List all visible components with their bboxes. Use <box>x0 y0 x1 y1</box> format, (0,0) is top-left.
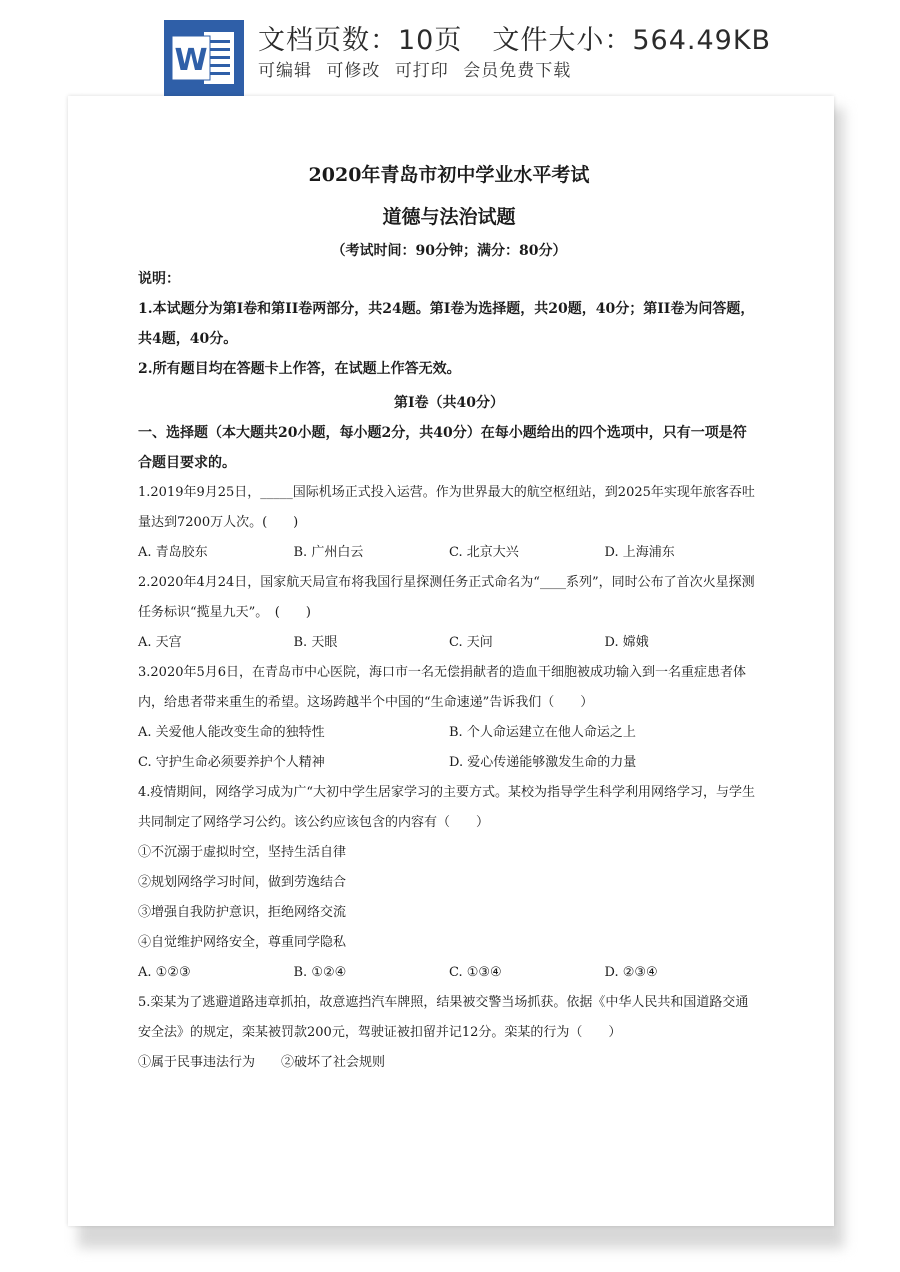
question-4-stem: 4.疫情期间，网络学习成为广“大初中学生居家学习的主要方式。某校为指导学生科学利用网络学习，与学生共同制定了网络学习公约。该公约应该包含的内容有（ ） <box>138 785 756 830</box>
option-a: A. 青岛胶东 <box>138 545 208 560</box>
document-stats <box>258 18 771 57</box>
option-d: D. 爱心传递能够激发生命的力量 <box>449 755 637 770</box>
file-size: 文件大小：564.49KB <box>492 25 772 56</box>
part-heading: 一、选择题（本大题共20小题，每小题2分，共40分）在每小题给出的四个选项中，只有一项是符合题目要求的。 <box>138 425 747 471</box>
exam-info: （考试时间：90分钟；满分：80分） <box>331 243 567 259</box>
question-3-stem: 3.2020年5月6日，在青岛市中心医院，海口市一名无偿捐献者的造血干细胞被成功输入到一名重症患者体内，给患者带来重生的希望。这场跨越半个中国的“生命速递”告诉我们（ ） <box>138 665 747 710</box>
option-c: C. ①③④ <box>449 965 502 980</box>
question-2-stem: 2.2020年4月24日，国家航天局宣布将我国行星探测任务正式命名为“____系列”，同时公布了首次火星探测任务标识“揽星九天”。 ( ) <box>138 575 755 620</box>
question-4-item-1: ①不沉溺于虚拟时空，坚持生活自律 <box>138 845 347 860</box>
section-title: 第Ⅰ卷（共40分） <box>393 395 505 411</box>
feature-editable: 可编辑 <box>258 61 312 81</box>
word-document-icon <box>164 20 244 96</box>
page-count: 文档页数：10页 <box>258 25 463 56</box>
document-body <box>138 160 760 1078</box>
feature-member-download: 会员免费下载 <box>463 61 572 81</box>
feature-modifiable: 可修改 <box>326 61 381 81</box>
question-4-item-4: ④自觉维护网络安全，尊重同学隐私 <box>138 935 347 950</box>
question-3-options-row2 <box>138 748 760 778</box>
question-1-stem: 1.2019年9月25日，_____国际机场正式投入运营。作为世界最大的航空枢纽站，到2025年实现年旅客吞吐量达到7200万人次。( ) <box>138 485 755 530</box>
question-5-stem: 5.栾某为了逃避道路违章抓拍，故意遮挡汽车牌照，结果被交警当场抓获。依据《中华人民共和国道路交通安全法》的规定，栾某被罚款200元，驾驶证被扣留并记12分。栾某的行为（ ） <box>138 995 749 1040</box>
option-c: C. 天问 <box>449 635 493 650</box>
svg-text:W: W <box>174 43 208 78</box>
feature-printable: 可打印 <box>394 61 449 81</box>
question-4-item-2: ②规划网络学习时间，做到劳逸结合 <box>138 875 347 890</box>
exam-title: 2020年青岛市初中学业水平考试 <box>308 164 590 186</box>
note-2: 2.所有题目均在答题卡上作答，在试题上作答无效。 <box>138 361 461 377</box>
question-3-options-row1 <box>138 718 760 748</box>
option-b: B. ①②④ <box>293 965 347 980</box>
exam-subject: 道德与法治试题 <box>382 206 516 228</box>
question-5-items: ①属于民事违法行为 ②破坏了社会规则 <box>138 1055 386 1070</box>
document-info-header <box>0 0 900 96</box>
note-1: 1.本试题分为第Ⅰ卷和第II卷两部分，共24题。第Ⅰ卷为选择题，共20题，40分；第II卷为问答题，共4题，40分。 <box>138 301 755 347</box>
option-a: A. 关爱他人能改变生命的独特性 <box>138 725 325 740</box>
option-b: B. 广州白云 <box>293 545 364 560</box>
option-b: B. 个人命运建立在他人命运之上 <box>449 725 636 740</box>
option-c: C. 守护生命必须要养护个人精神 <box>138 755 325 770</box>
option-a: A. ①②③ <box>138 965 191 980</box>
question-2-options <box>138 628 760 658</box>
option-d: D. ②③④ <box>604 965 658 980</box>
option-a: A. 天宫 <box>138 635 182 650</box>
question-4-item-3: ③增强自我防护意识，拒绝网络交流 <box>138 905 347 920</box>
option-b: B. 天眼 <box>293 635 338 650</box>
document-page <box>68 96 834 1226</box>
question-1-options <box>138 538 760 568</box>
feature-list <box>258 56 579 81</box>
option-d: D. 嫦娥 <box>604 635 649 650</box>
notes-heading: 说明： <box>138 271 180 287</box>
question-4-options <box>138 958 760 988</box>
option-d: D. 上海浦东 <box>604 545 675 560</box>
option-c: C. 北京大兴 <box>449 545 519 560</box>
